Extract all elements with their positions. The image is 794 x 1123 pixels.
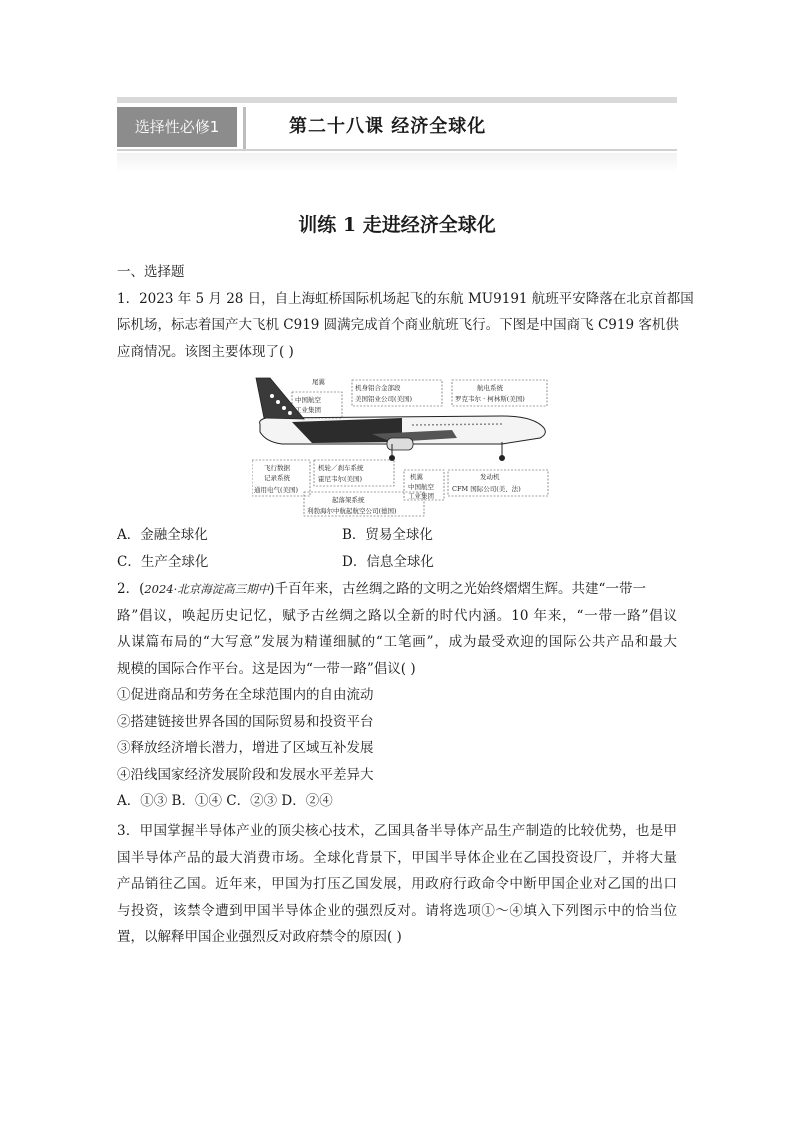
header-row bbox=[117, 105, 677, 151]
label-honeywell: 霍尼韦尔(美国) bbox=[318, 475, 363, 483]
nose-wheel bbox=[499, 455, 505, 461]
question-1-block bbox=[117, 259, 694, 365]
q3-line-1: 3．甲国掌握半导体产业的顶尖核心技术，乙国具备半导体产品生产制造的比较优势，也是甲 bbox=[117, 823, 677, 839]
c919-supplier-figure bbox=[252, 372, 552, 517]
q2-source: 2024·北京海淀高三期中 bbox=[144, 582, 270, 596]
q3-line-3: 产品销往乙国。近年来，甲国为打压乙国发展，用政府行政命令中断甲国企业对乙国的出口 bbox=[117, 876, 677, 892]
engine-shape bbox=[387, 438, 413, 450]
q1-option-c[interactable]: C．生产全球化 bbox=[117, 553, 209, 570]
label-rockwell: 罗克韦尔 · 柯林斯(美国) bbox=[455, 395, 525, 403]
label-avic-1b: 工业集团 bbox=[295, 406, 321, 414]
q1-line-3: 应商情况。该图主要体现了( ) bbox=[117, 343, 294, 360]
tail-dot bbox=[288, 411, 292, 415]
label-gear: 起落架系统 bbox=[332, 496, 365, 504]
q3-line-5: 置，以解释甲国企业强烈反对政府禁令的原因( ) bbox=[117, 929, 402, 945]
header-shade bbox=[117, 153, 677, 173]
q2-line-3: 从谋篇布局的“大写意”发展为精谨细腻的“工笔画”，成为最受欢迎的国际公共产品和最大 bbox=[117, 634, 677, 650]
section-heading: 一、选择题 bbox=[117, 264, 185, 280]
chapter-header bbox=[117, 97, 677, 175]
q1-line-2: 际机场，标志着国产大飞机 C919 圆满完成首个商业航班飞行。下图是中国商飞 C919 客机供 bbox=[117, 317, 679, 333]
label-fdr-2: 记录系统 bbox=[264, 474, 290, 482]
q3-line-4: 与投资，该禁令遭到甲国半导体企业的强烈反对。请将选项①～④填入下列图示中的恰当位 bbox=[117, 902, 677, 919]
q3-line-2: 国半导体产品的最大消费市场。全球化背景下，甲国半导体企业在乙国投资设厂，并将大量 bbox=[117, 849, 677, 866]
label-wheels: 机轮／刹车系统 bbox=[318, 464, 364, 472]
label-avic-2: 中国航空 bbox=[408, 483, 434, 491]
tail-dot bbox=[270, 394, 274, 398]
page-title: 训练 1 走进经济全球化 bbox=[298, 214, 496, 236]
q2-item-1: ①促进商品和劳务在全球范围内的自由流动 bbox=[117, 687, 374, 703]
q1-options bbox=[117, 522, 677, 575]
q2-line-1 bbox=[117, 576, 677, 603]
q2-number: 2．( bbox=[117, 581, 145, 597]
tail-dot bbox=[282, 406, 286, 410]
label-fdr: 飞行数据 bbox=[264, 464, 290, 472]
q2-options[interactable]: A．①③ B．①④ C．②③ D．②④ bbox=[117, 793, 333, 809]
q1-option-b[interactable]: B．贸易全球化 bbox=[342, 527, 433, 543]
question-3-block bbox=[117, 818, 677, 951]
label-engine: 发动机 bbox=[480, 473, 500, 481]
q2-line-4: 规模的国际合作平台。这是因为“一带一路”倡议( ) bbox=[117, 660, 416, 677]
tail-dot bbox=[276, 400, 280, 404]
label-avionics: 航电系统 bbox=[477, 384, 503, 392]
q1-option-d[interactable]: D．信息全球化 bbox=[342, 553, 434, 570]
q2-line-1-text: )千百年来，古丝绸之路的文明之光始终熠熠生辉。共建“一带一 bbox=[269, 581, 646, 597]
label-wing: 机翼 bbox=[410, 473, 423, 481]
label-liebherr: 利勃海尔中航起航空公司(德国) bbox=[307, 507, 397, 515]
label-fuselage: 机身铝合金部段 bbox=[355, 384, 401, 392]
label-tail: 尾翼 bbox=[312, 378, 325, 386]
label-ge: 通用电气(美国) bbox=[254, 486, 299, 494]
label-avic-1: 中国航空 bbox=[295, 396, 321, 404]
module-tag: 选择性必修1 bbox=[117, 107, 237, 147]
label-alcoa: 美国铝业公司(美国) bbox=[355, 395, 413, 403]
q1-line-1: 1．2023 年 5 月 28 日，自上海虹桥国际机场起飞的东航 MU9191 航班平安降落在北京首都国 bbox=[117, 290, 694, 307]
q2-item-3: ③释放经济增长潜力，增进了区域互补发展 bbox=[117, 740, 374, 756]
label-avic-2b: 工业集团 bbox=[408, 492, 434, 500]
q2-item-2: ②搭建链接世界各国的国际贸易和投资平台 bbox=[117, 713, 374, 730]
q1-option-a[interactable]: A．金融全球化 bbox=[117, 527, 208, 543]
q2-item-4: ④沿线国家经济发展阶段和发展水平差异大 bbox=[117, 766, 374, 783]
window-row bbox=[412, 424, 502, 425]
lesson-title: 第二十八课 经济全球化 bbox=[289, 116, 487, 137]
header-divider bbox=[243, 107, 246, 149]
question-2-block bbox=[117, 576, 677, 815]
header-top-rule bbox=[117, 97, 677, 103]
q2-line-2: 路”倡议，唤起历史记忆，赋予古丝绸之路以全新的时代内涵。10 年来，“一带一路”倡议 bbox=[117, 607, 677, 624]
label-cfm: CFM 国际公司(美、法) bbox=[452, 485, 521, 493]
